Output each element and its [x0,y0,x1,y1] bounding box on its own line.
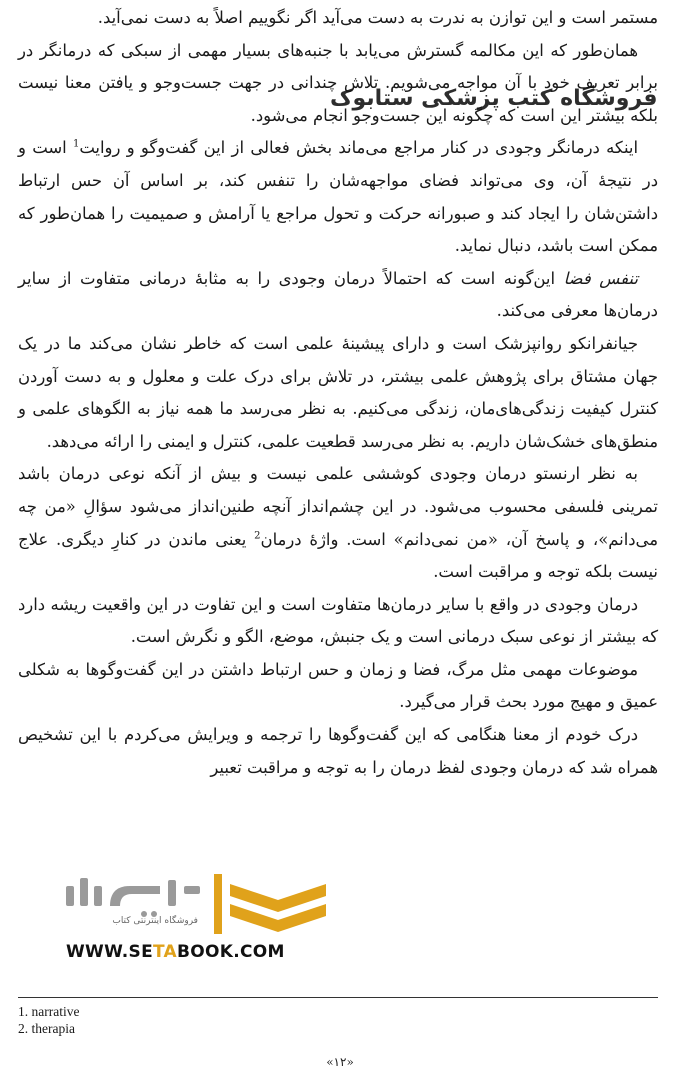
footnote-2: 2. therapia [18,1021,75,1036]
italic-term: تنفس فضا [563,268,639,288]
paragraph-text: است و در نتیجهٔ آن، وی می‌تواند فضای مواجهه‌شان را تنفس کند، بر اساس آن حس ارتباط داشتن‌شان را ایجاد کند و صبورانه حرکت و تحول مراجع یا آرامش و صمیمیت را همان‌طور که ممکن است باشد، دنبال نماید. [18,138,658,256]
footnote-ref-2: 2 [254,530,261,542]
setabook-logo-icon [64,872,364,942]
paragraph [18,328,658,458]
paragraph [18,2,658,35]
paragraph-text: این‌گونه است که احتمالاً درمان وجودی را به مثابهٔ درمانی متفاوت از سایر درمان‌ها معرفی می‌کند. [18,268,658,321]
body-text [18,2,658,784]
website-part: WWW.SE [66,942,153,962]
paragraph-text: جیانفرانکو روانپزشک است و دارای پیشینهٔ علمی است که خاطر نشان می‌کند ما در یک جهان مشتاق برای پژوهش علمی بیشتر، در تلاش برای درک علت و معلول و به دست آوردن کنترل کیفیت زندگی‌های‌مان، زندگی می‌کنیم. به نظر می‌رسد ما همه نیاز به الگوهای علمی و منطق‌های خشک‌شان داریم. به نظر می‌رسد قطعیت علمی، کنترل و ایمنی را ارائه می‌دهد. [18,333,658,451]
paragraph-text: درمان وجودی در واقع با سایر درمان‌ها متفاوت است و این تفاوت در این واقعیت ریشه دارد که بیشتر از نوعی سبک درمانی است و یک جنبش، موضع، الگو و نگرش است. [18,594,658,647]
paragraph-text: موضوعات مهمی مثل مرگ، فضا و زمان و حس ارتباط داشتن در این گفت‌وگوها به شکلی عمیق و مهیج مورد بحث قرار می‌گیرد. [18,659,658,712]
paragraph [18,458,658,588]
watermark-store-name: فروشگاه کتب پزشکی ستابوک [330,86,658,111]
website-part: BOOK.COM [177,942,285,962]
paragraph-text: همان‌طور که این مکالمه گسترش می‌یابد با جنبه‌های بسیار مهمی از سبکی که درمانگر در برابر تعریف خود با آن مواجه می‌شویم. تلاش چندانی در جهت جست‌وجو و یافتن معنا نیست بلکه بیشتر این است که چگونه این جست‌وجو انجام می‌شود. [18,40,658,125]
paragraph-text: مستمر است و این توازن به ندرت به دست می‌آید اگر نگوییم اصلاً به دست نمی‌آید. [97,8,658,27]
footnote-1: 1. narrative [18,1004,80,1019]
paragraph [18,654,658,719]
paragraph [18,263,658,328]
paragraph-text: درک خودم از معنا هنگامی که این گفت‌وگوها را ترجمه و ویرایش می‌کردم با این تشخیص همراه شد که درمان وجودی لفظ درمان را به توجه و مراقبت تعبیر [18,725,658,777]
paragraph-text: اینکه درمانگر وجودی در کنار مراجع می‌ماند بخش فعالی از این گفت‌وگو و روایت [79,138,639,158]
website-accent: TA [152,942,178,962]
paragraph [18,719,658,784]
paragraph-text: به نظر ارنستو درمان وجودی کوششی علمی نیست و بیش از آنکه نوعی درمان باشد تمرینی فلسفی محسوب می‌شود. در این چشم‌انداز آنچه طنین‌انداز می‌شود سؤالِ «من چه می‌دانم»، و پاسخ آن، «من نمی‌دانم» است. واژهٔ درمان [18,464,658,549]
paragraph [18,132,658,262]
footnotes [18,1003,79,1037]
paragraph [18,35,658,133]
paragraph-text: یعنی ماندن در کنارِ دیگری. علاج نیست بلکه توجه و مراقبت است. [18,529,658,582]
watermark-website [66,942,285,962]
page-number: «۱۲» [326,1055,354,1069]
watermark-logo [64,872,364,972]
paragraph [18,589,658,654]
footnote-ref-1: 1 [72,138,80,150]
watermark-tagline: فروشگاه اینترنتی کتاب [112,916,198,926]
footnote-divider [18,997,658,998]
